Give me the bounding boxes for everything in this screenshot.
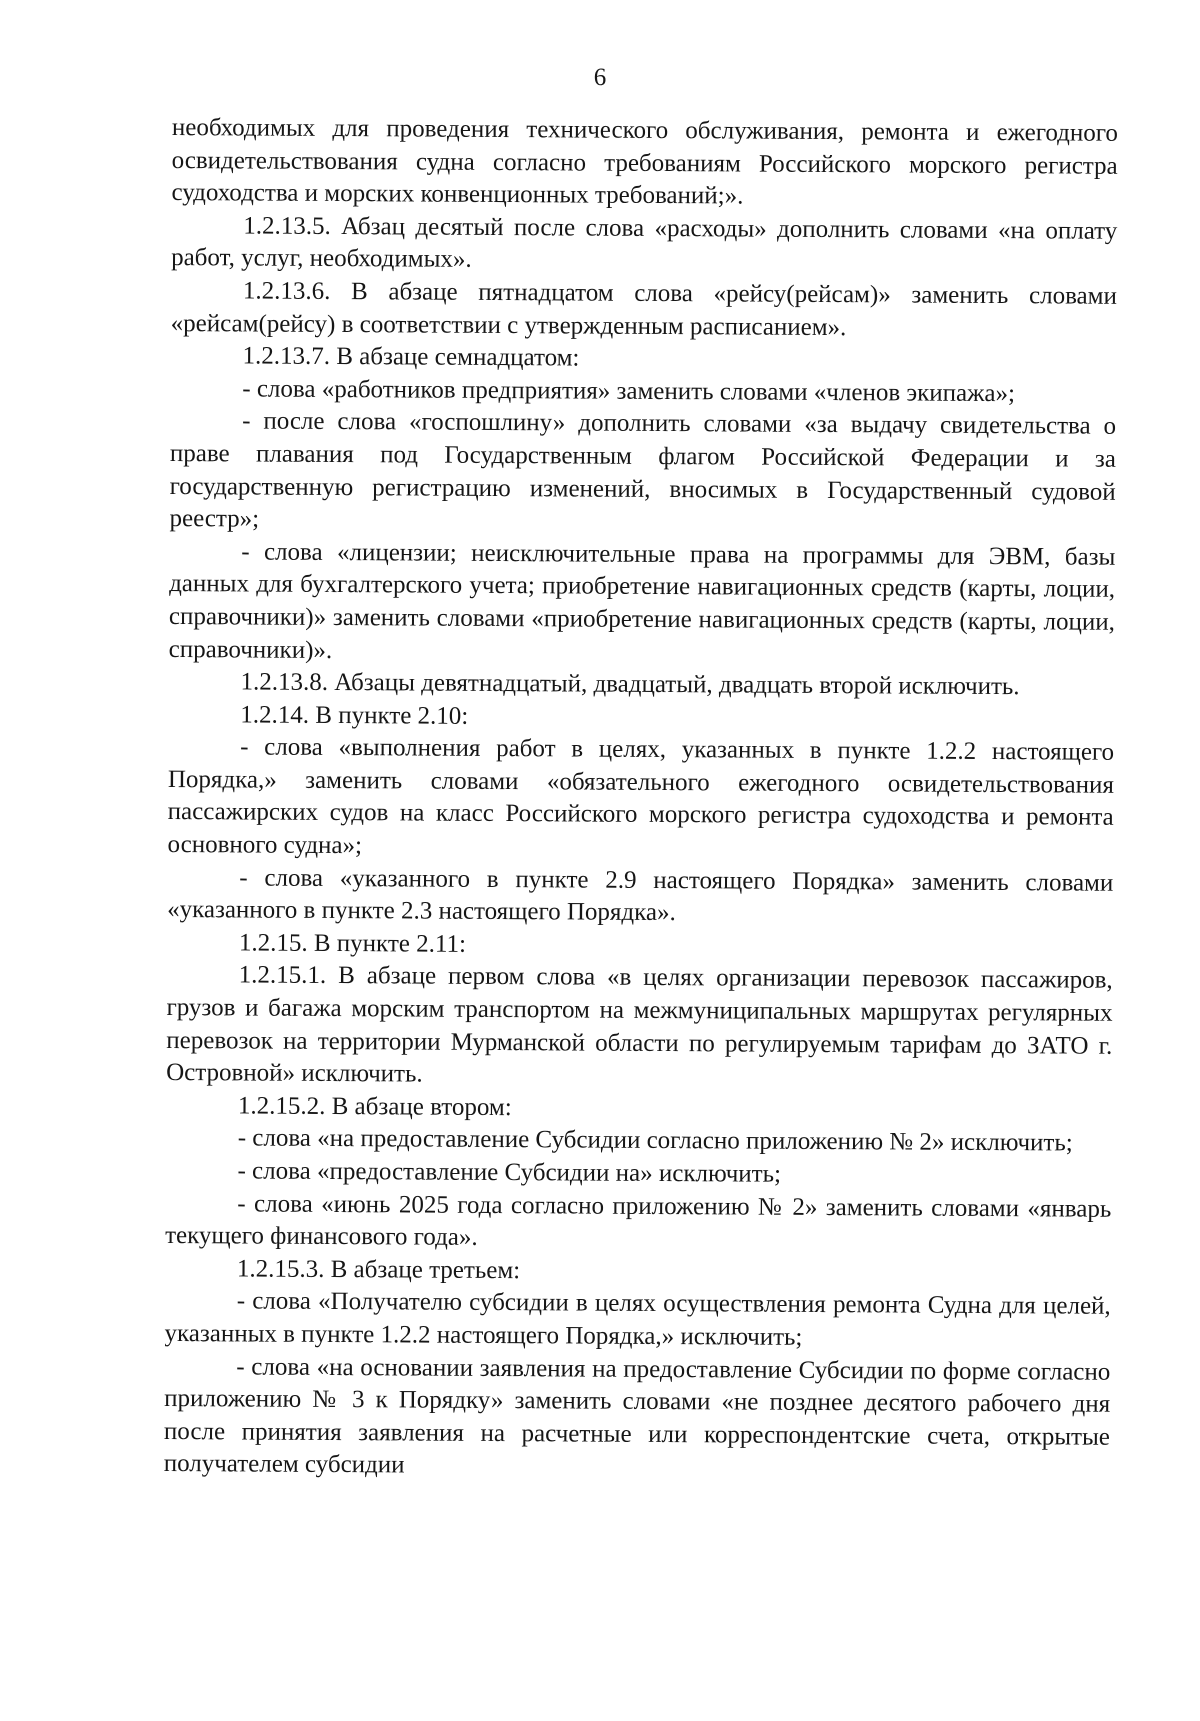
paragraph-item: - после слова «госпошлину» дополнить словами «за выдачу свидетельства о праве плавания под Государственным флагом Российской Федерации и за государственную регистрацию изменений, вносимых в Государственный судовой реестр»; <box>169 407 1117 533</box>
paragraph-1-2-13-5: 1.2.13.5. Абзац десятый после слова «расходы» дополнить словами «на оплату работ, услуг, необходимых». <box>171 212 1118 274</box>
paragraph-1-2-13-8: 1.2.13.8. Абзацы девятнадцатый, двадцатый, двадцать второй исключить. <box>240 668 1020 701</box>
paragraph-1-2-13-6: 1.2.13.6. В абзаце пятнадцатом слова «рейсу(рейсам)» заменить словами «рейсам(рейсу) в соответствии с утвержденным расписанием». <box>170 277 1117 341</box>
paragraph-item: - слова «предоставление Субсидии на» исключить; <box>237 1157 782 1188</box>
paragraph-item: - слова «указанного в пункте 2.9 настоящего Порядка» заменить словами «указанного в пункте 2.3 настоящего Порядка». <box>167 864 1114 927</box>
paragraph-1-2-15-1: 1.2.15.1. В абзаце первом слова «в целях организации перевозок пассажиров, грузов и багажа морским транспортом на межмуниципальных маршрутах регулярных перевозок на территории Мурманской области по регулируемым тарифам до ЗАТО г. Островной» исключить. <box>166 961 1113 1088</box>
paragraph-item: - слова «лицензии; неисключительные права на программы для ЭВМ, базы данных для бухгалтерского учета; приобретение навигационных средств (карты, лоции, справочники)» заменить словами «приобретение навигационных средств (карты, лоции, справочники)». <box>168 538 1116 664</box>
paragraph-1-2-15-3: 1.2.15.3. В абзаце третьем: <box>236 1255 521 1284</box>
paragraph-item: - слова «работников предприятия» заменить словами «членов экипажа»; <box>242 375 1016 407</box>
page-number: 6 <box>593 64 607 91</box>
paragraph-1-2-15: 1.2.15. В пункте 2.11: <box>238 929 467 958</box>
paragraph-item: - слова «июнь 2025 года согласно приложению № 2» заменить словами «январь текущего финансового года». <box>165 1190 1112 1252</box>
paragraph-1-2-13-7: 1.2.13.7. В абзаце семнадцатом: <box>242 342 580 372</box>
paragraph-item: - слова «на предоставление Субсидии согласно приложению № 2» исключить; <box>237 1124 1073 1157</box>
paragraph-item: - слова «на основании заявления на предоставление Субсидии по форме согласно приложению № 3 к Порядку» заменить словами «не позднее десятого рабочего дня после принятия заявления на расчетные или корреспондентские счета, открытые получателем субсидии <box>163 1352 1111 1479</box>
paragraph-continuation: необходимых для проведения технического обслуживания, ремонта и ежегодного освидетельствования судна согласно требованиям Российского морского регистра судоходства и морских конвенционных требований;». <box>171 113 1118 210</box>
document-body <box>164 112 1118 1487</box>
paragraph-1-2-14: 1.2.14. В пункте 2.10: <box>240 701 469 730</box>
paragraph-item: - слова «выполнения работ в целях, указанных в пункте 1.2.2 настоящего Порядка,» заменить словами «обязательного ежегодного освидетельствования пассажирских судов на класс Российского морского регистра судоходства и ремонта основного судна»; <box>167 733 1115 860</box>
paragraph-1-2-15-2: 1.2.15.2. В абзаце втором: <box>237 1092 512 1121</box>
paragraph-item: - слова «Получателю субсидии в целях осуществления ремонта Судна для целей, указанных в пункте 1.2.2 настоящего Порядка,» исключить; <box>164 1287 1111 1351</box>
